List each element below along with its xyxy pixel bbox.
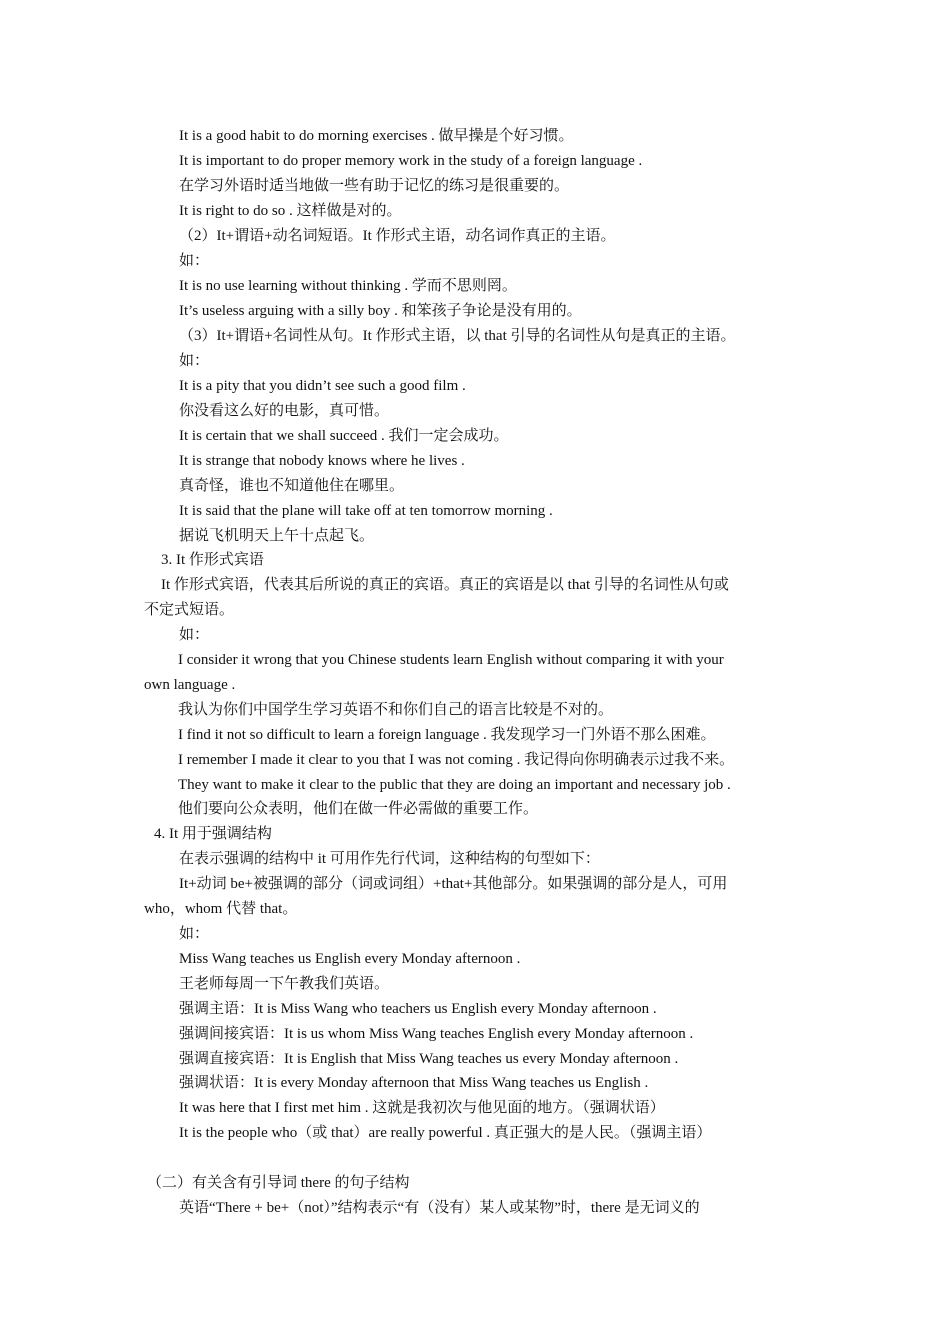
text-line: It is a good habit to do morning exercises . 做早操是个好习惯。 — [179, 128, 574, 144]
section-heading: （二）有关含有引导词 there 的句子结构 — [147, 1175, 410, 1191]
text-line: 如： — [179, 353, 210, 369]
section-heading: 4. It 用于强调结构 — [154, 826, 272, 842]
text-line: It is no use learning without thinking . 学而不思则罔。 — [179, 278, 517, 294]
text-line: 在学习外语时适当地做一些有助于记忆的练习是很重要的。 — [179, 178, 570, 194]
text-line: Miss Wang teaches us English every Monday afternoon . — [179, 951, 521, 967]
text-line: 他们要向公众表明，他们在做一件必需做的重要工作。 — [178, 801, 539, 817]
text-line: I remember I made it clear to you that I was not coming . 我记得向你明确表示过我不来。 — [178, 752, 735, 768]
text-line: 我认为你们中国学生学习英语不和你们自己的语言比较是不对的。 — [178, 702, 614, 718]
text-line: It is right to do so . 这样做是对的。 — [179, 203, 402, 219]
text-line: It is said that the plane will take off at ten tomorrow morning . — [179, 503, 553, 519]
list-item-heading: （2）It+谓语+动名词短语。It 作形式主语，动名词作真正的主语。 — [179, 228, 616, 244]
text-line: 强调直接宾语：It is English that Miss Wang teaches us every Monday afternoon . — [179, 1051, 679, 1067]
text-line: 据说飞机明天上午十点起飞。 — [179, 528, 375, 544]
text-line: who，whom 代替 that。 — [144, 901, 298, 917]
text-line: 不定式短语。 — [144, 602, 235, 618]
text-line: 强调状语：It is every Monday afternoon that Miss Wang teaches us English . — [179, 1075, 649, 1091]
text-line: It+动词 be+被强调的部分（词或词组）+that+其他部分。如果强调的部分是人，可用 — [179, 876, 728, 892]
text-line: own language . — [144, 677, 236, 693]
text-line: 如： — [179, 253, 210, 269]
text-line: It is strange that nobody knows where he lives . — [179, 453, 465, 469]
text-line: It is the people who（或 that）are really powerful . 真正强大的是人民。（强调主语） — [179, 1125, 712, 1141]
text-line: 你没看这么好的电影，真可惜。 — [179, 403, 390, 419]
text-line: 真奇怪，谁也不知道他住在哪里。 — [179, 478, 405, 494]
text-line: It is important to do proper memory work in the study of a foreign language . — [179, 153, 643, 169]
text-line: 王老师每周一下午教我们英语。 — [179, 976, 390, 992]
text-line: 英语“There + be+（not）”结构表示“有（没有）某人或某物”时，there 是无词义的 — [179, 1200, 700, 1216]
text-line: 如： — [179, 627, 210, 643]
text-line: 如： — [179, 926, 210, 942]
text-line: I consider it wrong that you Chinese students learn English without comparing it with your — [178, 652, 724, 668]
text-line: They want to make it clear to the public that they are doing an important and necessary job . — [178, 777, 731, 793]
text-line: It is a pity that you didn’t see such a good film . — [179, 378, 466, 394]
list-item-heading: （3）It+谓语+名词性从句。It 作形式主语，以 that 引导的名词性从句是真正的主语。 — [179, 328, 736, 344]
section-heading: 3. It 作形式宾语 — [161, 552, 264, 568]
text-line: 在表示强调的结构中 it 可用作先行代词，这种结构的句型如下： — [179, 851, 600, 867]
text-line: 强调主语：It is Miss Wang who teachers us English every Monday afternoon . — [179, 1001, 657, 1017]
text-line: It’s useless arguing with a silly boy . 和笨孩子争论是没有用的。 — [179, 303, 582, 319]
text-line: It 作形式宾语，代表其后所说的真正的宾语。真正的宾语是以 that 引导的名词性从句或 — [161, 577, 729, 593]
text-line: I find it not so difficult to learn a foreign language . 我发现学习一门外语不那么困难。 — [178, 727, 716, 743]
text-line: It is certain that we shall succeed . 我们一定会成功。 — [179, 428, 509, 444]
text-line: It was here that I first met him . 这就是我初次与他见面的地方。（强调状语） — [179, 1100, 665, 1116]
text-line: 强调间接宾语：It is us whom Miss Wang teaches English every Monday afternoon . — [179, 1026, 694, 1042]
